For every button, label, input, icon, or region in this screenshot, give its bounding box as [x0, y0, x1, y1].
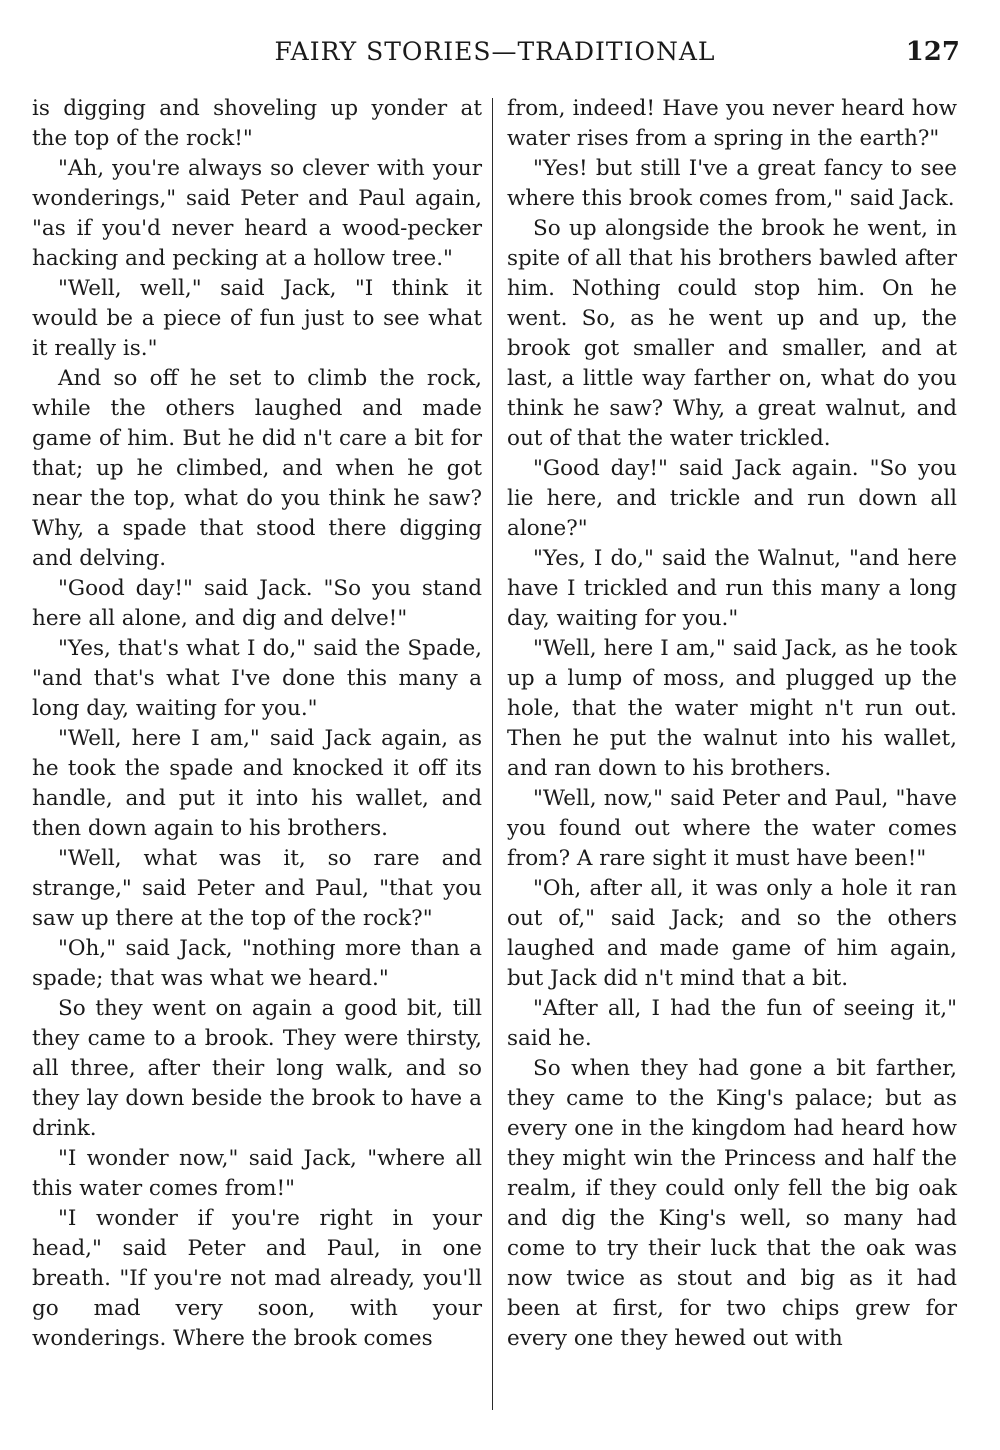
paragraph: "I wonder if you're right in your head," said Peter and Paul, in one breath. "If you're not mad already, you'll go mad very soon, with your wonderings. Where the brook comes: [32, 1206, 482, 1351]
left-column: [32, 94, 482, 1354]
running-head: [30, 34, 960, 70]
paragraph: "Yes! but still I've a great fancy to see where this brook comes from," said Jack.: [507, 156, 957, 211]
paragraph: So up alongside the brook he went, in spite of all that his brothers bawled after him. Nothing could stop him. On he went. So, as he went up and up, the brook got smaller and smaller, and at last, a little way farther on, what do you think he saw? Why, a great walnut, and out of that the water trickled.: [507, 216, 957, 451]
running-title: FAIRY STORIES—TRADITIONAL: [274, 37, 716, 66]
paragraph: "I wonder now," said Jack, "where all this water comes from!": [32, 1146, 482, 1201]
paragraph: "Well, here I am," said Jack again, as he took the spade and knocked it off its handle, and put it into his wallet, and then down again to his brothers.: [32, 726, 482, 841]
paragraph: "Well, now," said Peter and Paul, "have you found out where the water comes from? A rare sight it must have been!": [507, 786, 957, 871]
paragraph: And so off he set to climb the rock, while the others laughed and made game of him. But he did n't care a bit for that; up he climbed, and when he got near the top, what do you think he saw? Why, a spade that stood there digging and delving.: [32, 366, 482, 571]
paragraph: "Oh, after all, it was only a hole it ran out of," said Jack; and so the others laughed and made game of him again, but Jack did n't mind that a bit.: [507, 876, 957, 991]
right-column: [507, 94, 957, 1354]
paragraph: "Good day!" said Jack again. "So you lie here, and trickle and run down all alone?": [507, 456, 957, 541]
paragraph: "Good day!" said Jack. "So you stand here all alone, and dig and delve!": [32, 576, 482, 631]
paragraph: "Well, here I am," said Jack, as he took up a lump of moss, and plugged up the hole, that the water might n't run out. Then he put the walnut into his wallet, and ran down to his brothers.: [507, 636, 957, 781]
paragraph: So when they had gone a bit farther, they came to the King's palace; but as every one in the kingdom had heard how they might win the Princess and half the realm, if they could only fell the big oak and dig the King's well, so many had come to try their luck that the oak was now twice as stout and big as it had been at first, for two chips grew for every one they hewed out with: [507, 1056, 957, 1351]
paragraph: "Well, what was it, so rare and strange," said Peter and Paul, "that you saw up there at the top of the rock?": [32, 846, 482, 931]
paragraph: "After all, I had the fun of seeing it," said he.: [507, 996, 957, 1051]
paragraph: is digging and shoveling up yonder at the top of the rock!": [32, 96, 482, 151]
paragraph: "Oh," said Jack, "nothing more than a spade; that was what we heard.": [32, 936, 482, 991]
paragraph: So they went on again a good bit, till they came to a brook. They were thirsty, all three, after their long walk, and so they lay down beside the brook to have a drink.: [32, 996, 482, 1141]
column-divider: [492, 98, 493, 1410]
paragraph: "Ah, you're always so clever with your wonderings," said Peter and Paul again, "as if you'd never heard a wood-pecker hacking and pecking at a hollow tree.": [32, 156, 482, 271]
paragraph: from, indeed! Have you never heard how water rises from a spring in the earth?": [507, 96, 957, 151]
paragraph: "Well, well," said Jack, "I think it would be a piece of fun just to see what it really is.": [32, 276, 482, 361]
paragraph: "Yes, that's what I do," said the Spade, "and that's what I've done this many a long day, waiting for you.": [32, 636, 482, 721]
page-number: 127: [905, 37, 960, 67]
paragraph: "Yes, I do," said the Walnut, "and here have I trickled and run this many a long day, waiting for you.": [507, 546, 957, 631]
